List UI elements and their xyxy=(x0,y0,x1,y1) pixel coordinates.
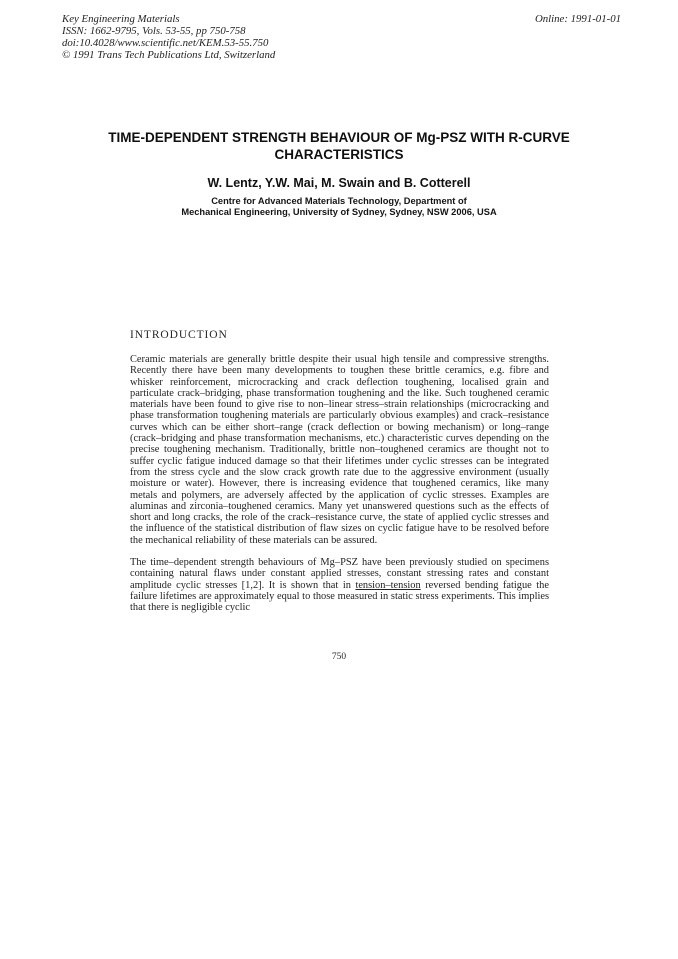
doi-line: doi:10.4028/www.scientific.net/KEM.53-55.750 xyxy=(62,37,269,49)
paper-title: TIME-DEPENDENT STRENGTH BEHAVIOUR OF Mg-PSZ WITH R-CURVE CHARACTERISTICS xyxy=(108,130,570,162)
copyright-line: © 1991 Trans Tech Publications Ltd, Switzerland xyxy=(62,49,276,61)
affiliation-line-1: Centre for Advanced Materials Technology, Department of xyxy=(211,196,467,206)
section-heading-introduction: INTRODUCTION xyxy=(130,329,228,341)
publisher-header xyxy=(62,13,275,61)
paragraph-2-underlined-text: tension–tension xyxy=(355,579,421,591)
introduction-paragraph-2 xyxy=(130,557,549,613)
paragraph-2-text-after: reversed bending fatigue the failure lifetimes are approximately equal to those measured in static stress experiments. This implies that there is negligible cyclic xyxy=(130,579,549,614)
affiliation-block xyxy=(0,196,678,218)
introduction-paragraph-1: Ceramic materials are generally brittle despite their usual high tensile and compressive strengths. Recently there have been many developments to toughen these brittle ceramics, e.g. fibre and whisker reinforcement, microcracking and crack deflection toughening, localised grain and particulate crack–bridging, phase transformation toughening and the like. Such toughened ceramic materials have been found to give rise to non–linear stress–strain relationships (microcracking and phase transformation toughening materials are particularly obvious examples) and crack–resistance curves which can be either short–range (crack deflection or bowing mechanism) or long–range (crack–bridging and phase transformation mechanisms, etc.) characteristic curves depending on the precise toughening mechanism. Traditionally, brittle non–toughened ceramics are thought not to suffer cyclic fatigue induced damage so that their lifetimes under cyclic stresses can be integrated from the stress cycle and the slow crack growth rate due to the aggressive environment (usually moisture or water). However, there is increasing evidence that toughened ceramics, like many metals and polymers, are adversely affected by the application of cyclic stresses. Examples are aluminas and zirconia–toughened ceramics. Many yet unanswered questions such as the effects of short and long cracks, the role of the crack–resistance curve, the state of applied cyclic stresses and the influence of the statistical distribution of flaw sizes on cyclic fatigue have to be resolved before the mechanical reliability of these materials can be assured. xyxy=(130,354,549,546)
issn-volume-line: ISSN: 1662-9795, Vols. 53-55, pp 750-758 xyxy=(62,25,246,37)
journal-name: Key Engineering Materials xyxy=(62,13,180,25)
paragraph-2-text-before: The time–dependent strength behaviours of Mg–PSZ have been previously studied on specimens containing natural flaws under constant applied stresses, constant stressing rates and constant amplitude cyclic stresses [1,2]. It is shown that in xyxy=(130,557,549,591)
page-number: 750 xyxy=(331,652,347,662)
affiliation-line-2: Mechanical Engineering, University of Sydney, Sydney, NSW 2006, USA xyxy=(181,207,497,217)
online-date: Online: 1991-01-01 xyxy=(534,13,621,25)
authors-line: W. Lentz, Y.W. Mai, M. Swain and B. Cotterell xyxy=(207,176,471,190)
body-content xyxy=(130,329,549,625)
